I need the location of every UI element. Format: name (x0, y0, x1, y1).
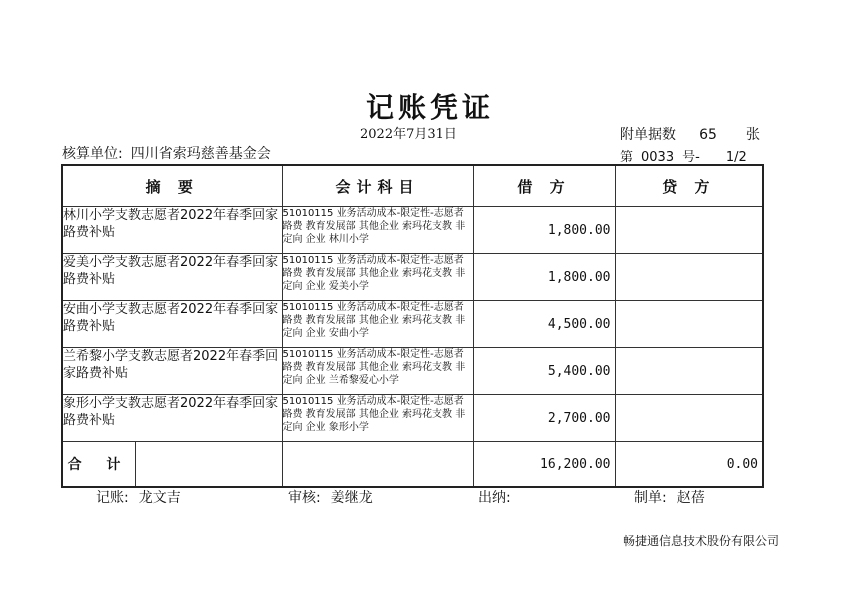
preparer-name: 赵蓓 (676, 490, 705, 506)
row-credit (615, 395, 763, 442)
bookkeeper-name: 龙文吉 (138, 490, 181, 506)
column-header-debit: 借 方 (473, 165, 615, 207)
row-account: 51010115 业务活动成本-限定性-志愿者路费 教育发展部 其他企业 索玛花支教 非定向 企业 象形小学 (282, 395, 473, 442)
attachment-number: 65 (699, 127, 717, 143)
row-summary: 安曲小学支教志愿者2022年春季回家路费补贴 (62, 301, 282, 348)
accounting-unit (62, 143, 271, 163)
table-row (62, 395, 763, 442)
total-debit: 16,200.00 (473, 442, 615, 488)
column-header-credit: 贷 方 (615, 165, 763, 207)
voucher-number (620, 146, 747, 165)
row-debit: 5,400.00 (473, 348, 615, 395)
bookkeeper-signature (96, 487, 181, 507)
reviewer-name: 姜继龙 (330, 490, 373, 506)
cashier-label: 出纳: (478, 490, 511, 506)
cashier-signature (478, 487, 521, 507)
row-credit (615, 301, 763, 348)
voucher-number-value: 0033 (641, 150, 675, 165)
row-account: 51010115 业务活动成本-限定性-志愿者路费 教育发展部 其他企业 索玛花支教 非定向 企业 安曲小学 (282, 301, 473, 348)
row-debit: 1,800.00 (473, 207, 615, 254)
voucher-suffix: 号- (682, 150, 700, 165)
accounting-unit-label: 核算单位: (62, 146, 123, 162)
table-row (62, 301, 763, 348)
row-debit: 2,700.00 (473, 395, 615, 442)
total-account-cell (282, 442, 473, 488)
preparer-label: 制单: (634, 490, 667, 506)
row-debit: 1,800.00 (473, 254, 615, 301)
row-credit (615, 254, 763, 301)
total-label-cell (62, 442, 282, 488)
accounting-unit-value: 四川省索玛慈善基金会 (130, 146, 271, 162)
voucher-date: 2022年7月31日 (360, 127, 457, 142)
column-header-account: 会计科目 (282, 165, 473, 207)
row-summary: 象形小学支教志愿者2022年春季回家路费补贴 (62, 395, 282, 442)
software-company: 畅捷通信息技术股份有限公司 (623, 534, 780, 548)
attachment-label: 附单据数 (620, 127, 676, 143)
voucher-table (61, 164, 764, 488)
row-summary: 爱美小学支教志愿者2022年春季回家路费补贴 (62, 254, 282, 301)
total-row (62, 442, 763, 488)
row-credit (615, 207, 763, 254)
row-credit (615, 348, 763, 395)
row-debit: 4,500.00 (473, 301, 615, 348)
reviewer-signature (288, 487, 373, 507)
page-indicator: 1/2 (725, 150, 747, 165)
voucher-prefix: 第 (620, 150, 634, 165)
bookkeeper-label: 记账: (96, 490, 129, 506)
table-row (62, 348, 763, 395)
preparer-signature (634, 487, 705, 507)
row-summary: 林川小学支教志愿者2022年春季回家路费补贴 (62, 207, 282, 254)
column-header-summary: 摘 要 (62, 165, 282, 207)
reviewer-label: 审核: (288, 490, 321, 506)
voucher-title: 记账凭证 (365, 91, 494, 124)
table-header-row (62, 165, 763, 207)
total-credit: 0.00 (615, 442, 763, 488)
attachment-count (620, 124, 760, 144)
row-summary: 兰希黎小学支教志愿者2022年春季回家路费补贴 (62, 348, 282, 395)
row-account: 51010115 业务活动成本-限定性-志愿者路费 教育发展部 其他企业 索玛花支教 非定向 企业 兰希黎爱心小学 (282, 348, 473, 395)
table-row (62, 254, 763, 301)
row-account: 51010115 业务活动成本-限定性-志愿者路费 教育发展部 其他企业 索玛花支教 非定向 企业 爱美小学 (282, 254, 473, 301)
total-label: 合 计 (63, 442, 136, 486)
table-row (62, 207, 763, 254)
row-account: 51010115 业务活动成本-限定性-志愿者路费 教育发展部 其他企业 索玛花支教 非定向 企业 林川小学 (282, 207, 473, 254)
attachment-unit: 张 (746, 127, 760, 143)
